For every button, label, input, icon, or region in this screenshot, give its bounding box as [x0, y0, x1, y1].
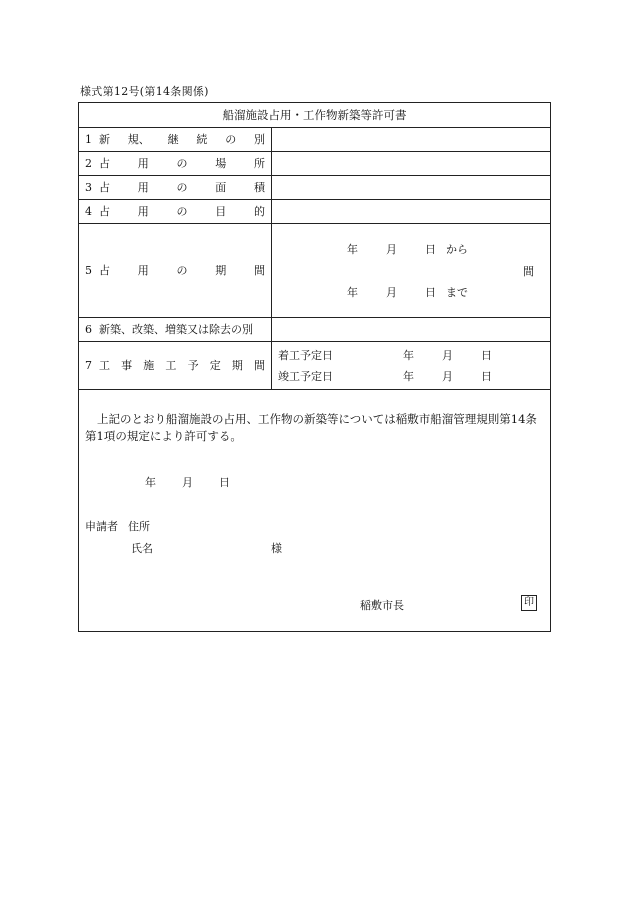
- row-number: 2: [85, 156, 92, 170]
- row-label: 工 事 施 工 予 定 期 間: [99, 359, 265, 372]
- row-location: [79, 151, 550, 176]
- grant-date: 年 月 日: [145, 476, 230, 489]
- row-label: 新 規、 継 続 の 別: [99, 133, 265, 146]
- row-purpose: [79, 199, 550, 224]
- row-number: 3: [85, 180, 92, 194]
- construction-end-date: 竣工予定日 年 月 日: [278, 370, 492, 383]
- applicant-honorific: 様: [271, 542, 282, 555]
- row-label: 占 用 の 期 間: [99, 264, 265, 277]
- row-number: 7: [85, 358, 92, 372]
- seal-mark: 印: [521, 595, 537, 611]
- construction-period-field[interactable]: [272, 341, 550, 389]
- row-period: [79, 223, 550, 318]
- period-end: 年 月 日 まで: [347, 286, 468, 299]
- row-value-field[interactable]: [272, 151, 550, 175]
- applicant-address: 申請者 住所: [85, 520, 150, 533]
- construction-start-date: 着工予定日 年 月 日: [278, 349, 492, 362]
- row-value-field[interactable]: [272, 175, 550, 199]
- permit-statement: 上記のとおり船溜施設の占用、工作物の新築等については稲敷市船溜管理規則第14条第1項の規定により許可する。: [85, 412, 537, 443]
- row-number: 1: [85, 132, 92, 146]
- row-number: 4: [85, 204, 92, 218]
- period-start: 年 月 日 から: [347, 243, 468, 256]
- row-value-field[interactable]: [272, 199, 550, 223]
- row-construction-period: [79, 341, 550, 390]
- form-number: 様式第12号(第14条関係): [80, 85, 209, 98]
- row-area: [79, 175, 550, 200]
- row-label: 新築、改築、増築又は除去の別: [99, 323, 253, 336]
- row-label: 占 用 の 場 所: [99, 157, 265, 170]
- row-new-or-continue: [79, 127, 550, 152]
- row-number: 5: [85, 263, 92, 277]
- row-label: 占 用 の 目 的: [99, 205, 265, 218]
- issuer-name: 稲敷市長: [360, 599, 404, 612]
- period-duration-unit: 間: [523, 265, 534, 278]
- permit-form: [78, 102, 551, 632]
- period-field[interactable]: [272, 223, 550, 317]
- row-value-field[interactable]: [272, 317, 550, 341]
- row-label: 占 用 の 面 積: [99, 181, 265, 194]
- applicant-name-label: 氏名: [131, 542, 153, 555]
- row-value-field[interactable]: [272, 127, 550, 151]
- row-construction-type: [79, 317, 550, 342]
- form-title: 船溜施設占用・工作物新築等許可書: [79, 103, 550, 128]
- row-number: 6: [85, 322, 92, 336]
